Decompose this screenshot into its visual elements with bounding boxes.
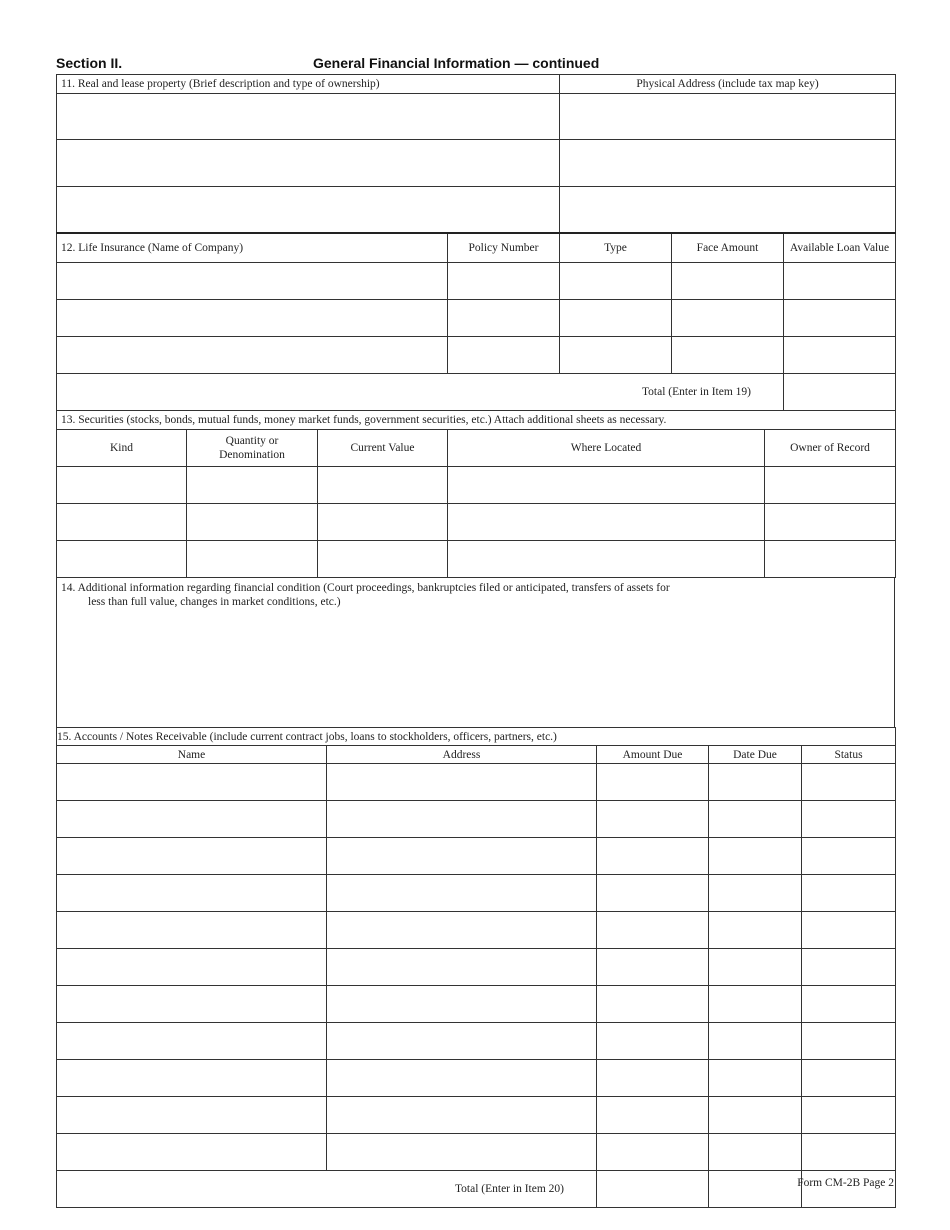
item11-label: 11. Real and lease property (Brief description and type of ownership) <box>57 75 560 94</box>
policy-type-field[interactable] <box>560 336 672 373</box>
total-row <box>57 1171 896 1208</box>
name-header: Name <box>57 746 327 764</box>
table-row <box>57 467 896 504</box>
quantity-header-line1: Quantity or <box>225 435 279 447</box>
security-value-field[interactable] <box>318 504 448 541</box>
policy-number-field[interactable] <box>448 299 560 336</box>
receivable-address-field[interactable] <box>327 764 597 801</box>
receivable-status-field[interactable] <box>802 764 896 801</box>
where-located-header: Where Located <box>448 430 765 467</box>
receivable-address-field[interactable] <box>327 1023 597 1060</box>
table-row <box>57 838 896 875</box>
security-owner-field[interactable] <box>765 467 896 504</box>
loan-value-field[interactable] <box>784 262 896 299</box>
item12-total-field[interactable] <box>784 373 896 410</box>
property-address-field[interactable] <box>560 140 896 187</box>
property-address-field[interactable] <box>560 187 896 233</box>
item14-label-line1: 14. Additional information regarding financial condition (Court proceedings, bankruptcies filed or anticipated, transfers of assets for <box>61 582 670 594</box>
receivable-status-field[interactable] <box>802 986 896 1023</box>
face-amount-header: Face Amount <box>672 233 784 262</box>
receivable-name-field[interactable] <box>57 801 327 838</box>
receivable-name-field[interactable] <box>57 949 327 986</box>
policy-number-header: Policy Number <box>448 233 560 262</box>
security-location-field[interactable] <box>448 504 765 541</box>
receivable-status-field[interactable] <box>802 875 896 912</box>
security-kind-field[interactable] <box>57 467 187 504</box>
table-row <box>57 541 896 578</box>
policy-type-field[interactable] <box>560 262 672 299</box>
receivable-address-field[interactable] <box>327 912 597 949</box>
table-row <box>57 801 896 838</box>
additional-info-table <box>56 577 895 728</box>
receivable-address-field[interactable] <box>327 986 597 1023</box>
table-row <box>57 299 896 336</box>
receivable-status-field[interactable] <box>802 1060 896 1097</box>
insurance-company-field[interactable] <box>57 262 448 299</box>
total-row <box>57 373 896 410</box>
receivable-name-field[interactable] <box>57 1023 327 1060</box>
receivable-amount-field[interactable] <box>597 1023 709 1060</box>
loan-value-field[interactable] <box>784 336 896 373</box>
amount-due-header: Amount Due <box>597 746 709 764</box>
security-location-field[interactable] <box>448 541 765 578</box>
receivable-date-field[interactable] <box>709 986 802 1023</box>
item11-address-header: Physical Address (include tax map key) <box>560 75 896 94</box>
status-header: Status <box>802 746 896 764</box>
table-row <box>57 986 896 1023</box>
receivable-date-field[interactable] <box>709 1134 802 1171</box>
receivable-name-field[interactable] <box>57 1060 327 1097</box>
item15-total-amount-field[interactable] <box>597 1171 709 1208</box>
date-due-header: Date Due <box>709 746 802 764</box>
receivable-amount-field[interactable] <box>597 912 709 949</box>
item15-total-date-field[interactable] <box>709 1171 802 1208</box>
receivable-status-field[interactable] <box>802 1134 896 1171</box>
receivable-address-field[interactable] <box>327 949 597 986</box>
receivable-date-field[interactable] <box>709 1023 802 1060</box>
receivable-status-field[interactable] <box>802 949 896 986</box>
table-row <box>57 1134 896 1171</box>
receivable-address-field[interactable] <box>327 1060 597 1097</box>
security-kind-field[interactable] <box>57 541 187 578</box>
page-title: General Financial Information — continued <box>313 55 600 71</box>
receivable-date-field[interactable] <box>709 1060 802 1097</box>
receivable-date-field[interactable] <box>709 1097 802 1134</box>
receivable-amount-field[interactable] <box>597 801 709 838</box>
receivable-date-field[interactable] <box>709 838 802 875</box>
receivable-date-field[interactable] <box>709 764 802 801</box>
current-value-header: Current Value <box>318 430 448 467</box>
security-owner-field[interactable] <box>765 504 896 541</box>
owner-of-record-header: Owner of Record <box>765 430 896 467</box>
table-row <box>57 875 896 912</box>
receivable-address-field[interactable] <box>327 801 597 838</box>
additional-info-field[interactable] <box>57 578 895 728</box>
receivable-name-field[interactable] <box>57 764 327 801</box>
security-kind-field[interactable] <box>57 504 187 541</box>
item13-label: 13. Securities (stocks, bonds, mutual funds, money market funds, government securities, etc.) Attach additional sheets as necessary. <box>57 411 896 430</box>
receivable-amount-field[interactable] <box>597 1097 709 1134</box>
receivable-name-field[interactable] <box>57 1097 327 1134</box>
insurance-company-field[interactable] <box>57 336 448 373</box>
table-row <box>57 949 896 986</box>
receivable-name-field[interactable] <box>57 838 327 875</box>
receivable-name-field[interactable] <box>57 875 327 912</box>
receivable-date-field[interactable] <box>709 949 802 986</box>
life-insurance-table <box>56 232 896 411</box>
face-amount-field[interactable] <box>672 262 784 299</box>
table-row <box>57 764 896 801</box>
receivable-date-field[interactable] <box>709 875 802 912</box>
property-description-field[interactable] <box>57 140 560 187</box>
securities-table <box>56 410 896 578</box>
receivable-address-field[interactable] <box>327 1134 597 1171</box>
receivable-amount-field[interactable] <box>597 949 709 986</box>
receivable-name-field[interactable] <box>57 986 327 1023</box>
section-label: Section II. <box>56 55 123 71</box>
policy-type-field[interactable] <box>560 299 672 336</box>
table-row <box>57 262 896 299</box>
property-description-field[interactable] <box>57 187 560 233</box>
table-row <box>57 140 896 187</box>
receivable-status-field[interactable] <box>802 1023 896 1060</box>
receivable-amount-field[interactable] <box>597 1060 709 1097</box>
table-row <box>57 94 896 140</box>
property-address-field[interactable] <box>560 94 896 140</box>
face-amount-field[interactable] <box>672 336 784 373</box>
item12-total-label: Total (Enter in Item 19) <box>57 373 784 410</box>
available-loan-value-header: Available Loan Value <box>784 233 896 262</box>
loan-value-field[interactable] <box>784 299 896 336</box>
quantity-header <box>187 430 318 467</box>
receivable-date-field[interactable] <box>709 912 802 949</box>
security-location-field[interactable] <box>448 467 765 504</box>
receivable-address-field[interactable] <box>327 1097 597 1134</box>
table-row <box>57 912 896 949</box>
receivable-address-field[interactable] <box>327 838 597 875</box>
security-quantity-field[interactable] <box>187 504 318 541</box>
table-row <box>57 1060 896 1097</box>
receivable-status-field[interactable] <box>802 838 896 875</box>
policy-number-field[interactable] <box>448 336 560 373</box>
receivable-status-field[interactable] <box>802 1097 896 1134</box>
receivable-status-field[interactable] <box>802 801 896 838</box>
table-row <box>57 187 896 233</box>
property-description-field[interactable] <box>57 94 560 140</box>
receivable-amount-field[interactable] <box>597 986 709 1023</box>
quantity-header-line2: Denomination <box>219 449 285 461</box>
table-row <box>57 1023 896 1060</box>
security-owner-field[interactable] <box>765 541 896 578</box>
receivable-amount-field[interactable] <box>597 1134 709 1171</box>
item12-label: 12. Life Insurance (Name of Company) <box>57 233 448 262</box>
policy-number-field[interactable] <box>448 262 560 299</box>
receivable-address-field[interactable] <box>327 875 597 912</box>
table-row <box>57 504 896 541</box>
real-property-table <box>56 74 896 233</box>
receivable-amount-field[interactable] <box>597 838 709 875</box>
security-quantity-field[interactable] <box>187 467 318 504</box>
kind-header: Kind <box>57 430 187 467</box>
table-row <box>57 1097 896 1134</box>
item14-label-line2: less than full value, changes in market conditions, etc.) <box>88 596 341 608</box>
security-value-field[interactable] <box>318 467 448 504</box>
item15-label: 15. Accounts / Notes Receivable (include current contract jobs, loans to stockholders, officers, partners, etc.) <box>57 728 896 746</box>
receivable-name-field[interactable] <box>57 912 327 949</box>
form-id: Form CM-2B Page 2 <box>797 1177 894 1189</box>
face-amount-field[interactable] <box>672 299 784 336</box>
receivable-amount-field[interactable] <box>597 875 709 912</box>
receivable-amount-field[interactable] <box>597 764 709 801</box>
insurance-company-field[interactable] <box>57 299 448 336</box>
type-header: Type <box>560 233 672 262</box>
receivable-date-field[interactable] <box>709 801 802 838</box>
receivable-name-field[interactable] <box>57 1134 327 1171</box>
security-quantity-field[interactable] <box>187 541 318 578</box>
accounts-receivable-table <box>56 727 896 1208</box>
address-header: Address <box>327 746 597 764</box>
receivable-status-field[interactable] <box>802 912 896 949</box>
security-value-field[interactable] <box>318 541 448 578</box>
item15-total-label: Total (Enter in Item 20) <box>57 1171 597 1208</box>
table-row <box>57 336 896 373</box>
